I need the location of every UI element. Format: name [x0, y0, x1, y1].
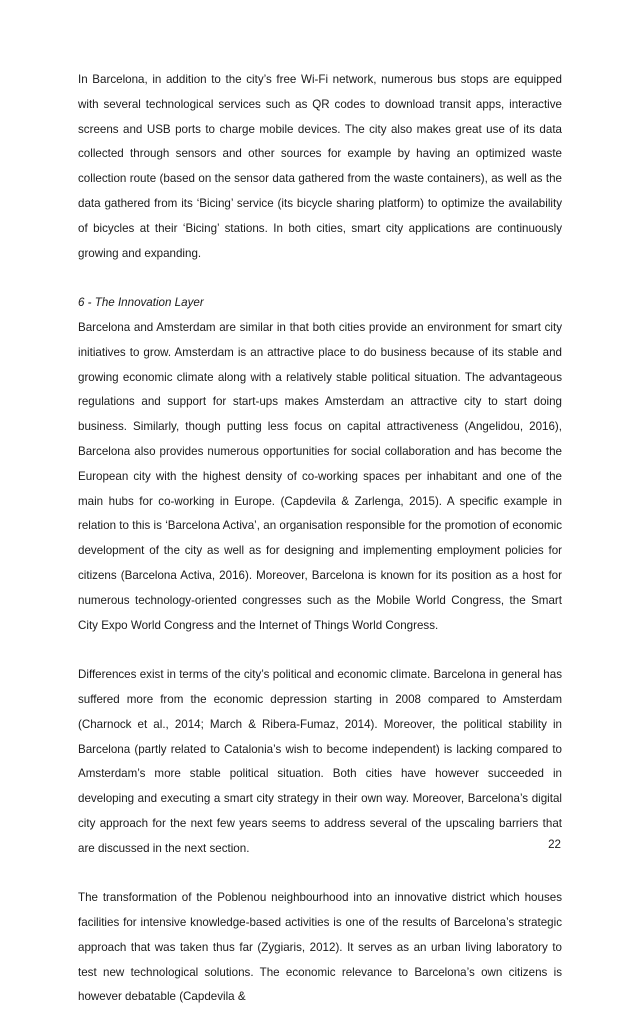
page-body: [78, 68, 562, 1010]
paragraph-poblenou: The transformation of the Poblenou neighbourhood into an innovative district which houses facilities for intensive knowledge-based activities is one of the results of Barcelona’s strategic approach that was taken thus far (Zygiaris, 2012). It serves as an urban living laboratory to test new technological solutions. The economic relevance to Barcelona’s own citizens is however debatable (Capdevila &: [78, 891, 562, 1004]
paragraph-differences: Differences exist in terms of the city’s political and economic climate. Barcelona in general has suffered more from the economic depression starting in 2008 compared to Amsterdam (Charnock et al., 2014; March & Ribera-Fumaz, 2014). Moreover, the political stability in Barcelona (partly related to Catalonia’s wish to become independent) is lacking compared to Amsterdam’s more stable political situation. Both cities have however succeeded in developing and executing a smart city strategy in their own way. Moreover, Barcelona’s digital city approach for the next few years seems to address several of the upscaling barriers that are discussed in the next section.: [78, 668, 562, 855]
paragraph-innovation-layer: Barcelona and Amsterdam are similar in that both cities provide an environment for smart city initiatives to grow. Amsterdam is an attractive place to do business because of its stable and growing economic climate along with a relatively stable political situation. The advantageous regulations and support for start-ups makes Amsterdam an attractive city to start doing business. Similarly, though putting less focus on capital attractiveness (Angelidou, 2016), Barcelona also provides numerous opportunities for social collaboration and has become the European city with the highest density of co-working spaces per inhabitant and one of the main hubs for co-working in Europe. (Capdevila & Zarlenga, 2015). A specific example in relation to this is ‘Barcelona Activa’, an organisation responsible for the promotion of economic development of the city as well as for designing and implementing employment policies for citizens (Barcelona Activa, 2016). Moreover, Barcelona is known for its position as a host for numerous technology-oriented congresses such as the Mobile World Congress, the Smart City Expo World Congress and the Internet of Things World Congress.: [78, 320, 562, 632]
page-number: 22: [548, 838, 561, 851]
paragraph-barcelona-services: In Barcelona, in addition to the city’s free Wi-Fi network, numerous bus stops are equipped with several technological services such as QR codes to download transit apps, interactive screens and USB ports to charge mobile devices. The city also makes great use of its data collected through sensors and other sources for example by having an optimized waste collection route (based on the sensor data gathered from the waste containers), as well as the data gathered from its ‘Bicing’ service (its bicycle sharing platform) to optimize the availability of bicycles at their ‘Bicing’ stations. In both cities, smart city applications are continuously growing and expanding.: [78, 73, 562, 260]
section-heading: 6 - The Innovation Layer: [78, 296, 204, 310]
